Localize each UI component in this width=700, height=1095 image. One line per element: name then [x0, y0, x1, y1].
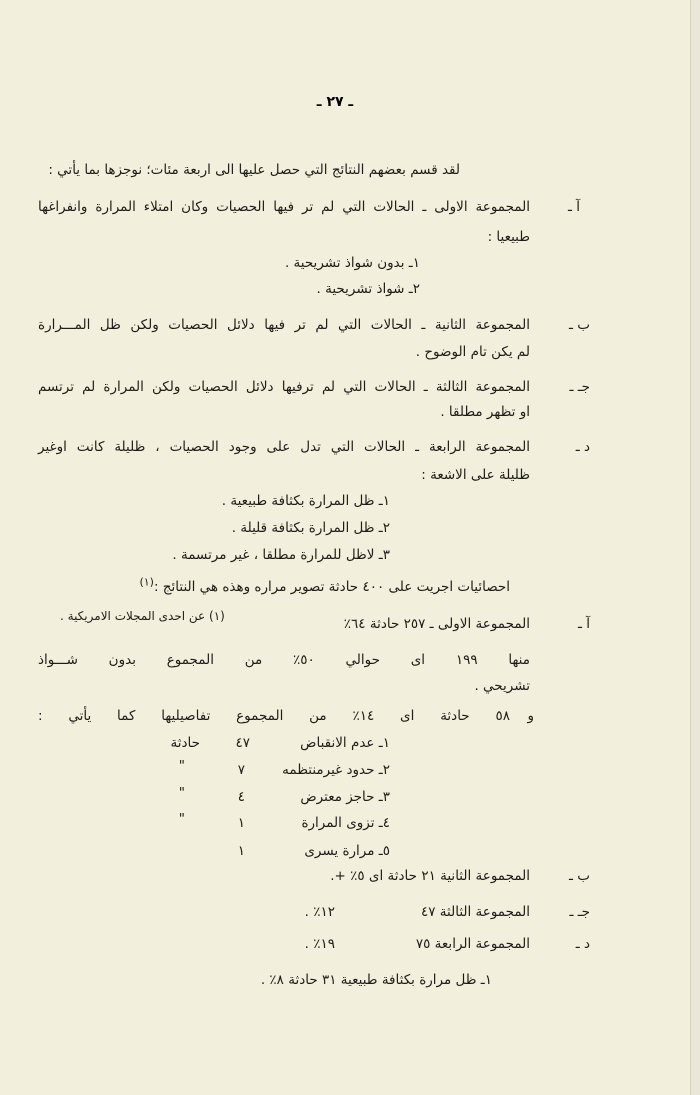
- detail-name: ٢ـ حدود غيرمنتظمه: [282, 762, 390, 778]
- page-number: ـ ٢٧ ـ: [316, 94, 354, 110]
- detail-count: ٤: [237, 789, 245, 805]
- detail-name: ٣ـ حاجز معترض: [300, 789, 390, 805]
- group-b-text-cont: لم يكن تام الوضوح .: [415, 344, 530, 360]
- group-d-item: ٢ـ ظل المرارة بكثافة قليلة .: [231, 520, 390, 536]
- detail-count: ٤٧: [235, 735, 250, 751]
- group-a-item: ١ـ بدون شواذ تشريحية .: [284, 255, 420, 271]
- detail-name: ١ـ عدم الانقباض: [300, 735, 390, 751]
- detail-name: ٥ـ مرارة يسرى: [304, 843, 390, 859]
- group-d-text: المجموعة الرابعة ـ الحالات التي تدل على وجود الحصيات ، ظليلة كانت اوغير: [38, 439, 530, 455]
- group-d-label: د ـ: [575, 439, 590, 455]
- detail-unit: ": [178, 785, 185, 801]
- group-d-item: ٣ـ لاظل للمرارة مطلقا ، غير مرتسمة .: [172, 547, 390, 563]
- footnote-mark: (١): [139, 575, 154, 589]
- stats-g1-line3: تشريحي .: [474, 678, 530, 694]
- stats-last-line: ١ـ ظل مرارة بكثافة طبيعية ٣١ حادثة ٨٪ .: [260, 972, 492, 988]
- detail-name: ٤ـ تزوى المرارة: [301, 815, 390, 831]
- stats-g1-line2: منها ١٩٩ اى حوالي ٥٠٪ من المجموع بدون شـــواذ: [38, 652, 530, 668]
- stats-g2-label: ب ـ: [569, 868, 590, 884]
- intro-text: لقد قسم بعضهم النتائج التي حصل عليها الى اربعة مئات؛ نوجزها بما يأتي :: [48, 162, 460, 178]
- stats-g2-text: المجموعة الثانية ٢١ حادثة اى ٥٪ +.: [330, 868, 530, 884]
- stats-g1-label: آ ـ: [578, 616, 590, 632]
- group-c-text: المجموعة الثالثة ـ الحالات التي لم ترفيها دلائل الحصيات ولكن المرارة لم ترتسم: [38, 379, 530, 395]
- detail-count: ١: [237, 815, 245, 831]
- stats-g3-text: المجموعة الثالثة ٤٧: [420, 904, 530, 920]
- group-c-text-cont: او تظهر مطلقا .: [440, 404, 530, 420]
- detail-unit: ": [178, 758, 185, 774]
- group-a-text: المجموعة الاولى ـ الحالات التي لم تر فيها الحصيات وكان امتلاء المرارة وانفراغها: [38, 199, 530, 215]
- stats-g4-text: المجموعة الرابعة ٧٥: [415, 936, 530, 952]
- group-b-text: المجموعة الثانية ـ الحالات التي لم تر فيها دلائل الحصيات ولكن ظل المـــرارة: [38, 317, 530, 333]
- stats-g1-line4-prefix: و: [527, 708, 534, 724]
- stats-intro: [139, 577, 510, 597]
- group-a-text-cont: طبيعيا :: [487, 229, 530, 245]
- group-a-label: آ ـ: [568, 199, 580, 215]
- stats-intro-text: احصائيات اجريت على ٤٠٠ حادثة تصوير مراره وهذه هي النتائج :: [153, 579, 510, 595]
- group-d-item: ١ـ ظل المرارة بكثافة طبيعية .: [221, 493, 390, 509]
- group-c-label: جـ ـ: [569, 379, 590, 395]
- detail-count: ١: [237, 843, 245, 859]
- stats-g4-label: د ـ: [575, 936, 590, 952]
- group-a-item: ٢ـ شواذ تشريحية .: [316, 281, 420, 297]
- group-d-text-cont: ظليلة على الاشعة :: [421, 467, 530, 483]
- detail-count: ٧: [237, 762, 245, 778]
- stats-g3-pct: ١٢٪ .: [304, 904, 335, 920]
- group-b-label: ب ـ: [569, 317, 590, 333]
- stats-g4-pct: ١٩٪ .: [304, 936, 335, 952]
- detail-unit: ": [178, 811, 185, 827]
- stats-g1-line4: ٥٨ حادثة اى ١٤٪ من المجموع تفاصيليها كما يأتي :: [38, 708, 510, 724]
- stats-g1-text: المجموعة الاولى ـ ٢٥٧ حادثة ٦٤٪: [343, 616, 530, 632]
- stats-g3-label: جـ ـ: [569, 904, 590, 920]
- detail-unit: حادثة: [170, 735, 200, 751]
- footnote: (١) عن احدى المجلات الامريكية .: [60, 609, 225, 623]
